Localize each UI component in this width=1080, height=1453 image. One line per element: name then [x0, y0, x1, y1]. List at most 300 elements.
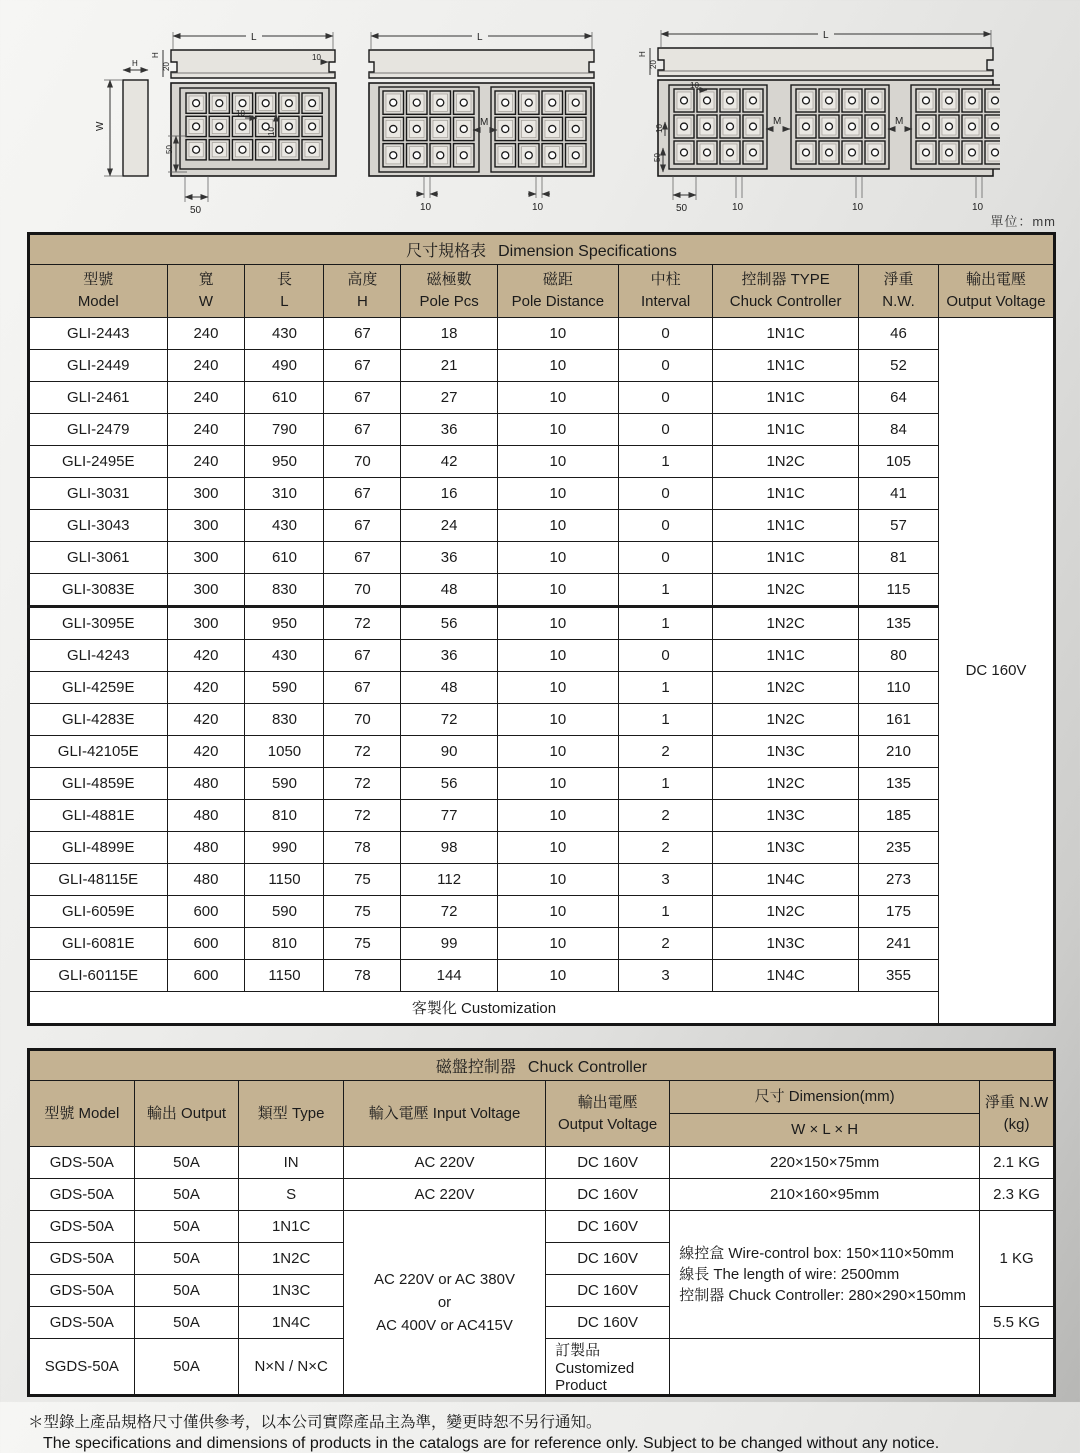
col-output-voltage: 輸出電壓 Output Voltage	[939, 265, 1055, 318]
spec-cell: 1N2C	[713, 574, 859, 607]
spec-row	[29, 960, 1055, 992]
spec-cell: 10	[497, 607, 618, 640]
spec-cell: 300	[167, 574, 245, 607]
spec-cell: 110	[858, 672, 938, 704]
table2-body	[29, 1147, 1055, 1396]
spec-cell: 1N2C	[713, 607, 859, 640]
col-pole-pcs: 磁極數 Pole Pcs	[401, 265, 497, 318]
spec-cell: 115	[858, 574, 938, 607]
spec-cell: 1	[618, 896, 712, 928]
table2-title-zh: 磁盤控制器	[435, 1059, 516, 1076]
spec-cell: 57	[858, 510, 938, 542]
spec-cell: 80	[858, 640, 938, 672]
spec-cell: 78	[324, 832, 401, 864]
spec-cell: GLI-3095E	[29, 607, 168, 640]
spec-cell: 98	[401, 832, 497, 864]
spec-cell: 67	[324, 382, 401, 414]
label-h-strip: H	[638, 51, 647, 57]
spec-cell: 240	[167, 446, 245, 478]
spec-row	[29, 318, 1055, 350]
spec-cell: 300	[167, 510, 245, 542]
spec-cell: 2	[618, 928, 712, 960]
spec-row	[29, 607, 1055, 640]
cell-type: 1N2C	[239, 1243, 344, 1275]
spec-row	[29, 574, 1055, 607]
spec-cell: 10	[497, 896, 618, 928]
spec-cell: 273	[858, 864, 938, 896]
spec-cell: 310	[245, 478, 324, 510]
spec-cell: GLI-3083E	[29, 574, 168, 607]
spec-cell: 1	[618, 768, 712, 800]
spec-row	[29, 446, 1055, 478]
label-10-left: 10	[655, 124, 664, 133]
cell-output: 50A	[134, 1339, 239, 1396]
spec-cell: 0	[618, 640, 712, 672]
cell-output: 50A	[134, 1147, 239, 1179]
label-10-bottom: 10	[852, 202, 864, 213]
spec-cell: 241	[858, 928, 938, 960]
col-output: 輸出 Output	[134, 1081, 239, 1147]
controller-row	[29, 1147, 1055, 1179]
cell-type: S	[239, 1179, 344, 1211]
col-model: 型號 Model	[29, 265, 168, 318]
spec-cell: 112	[401, 864, 497, 896]
col-dimension: 尺寸 Dimension(mm)	[670, 1081, 980, 1114]
spec-cell: 10	[497, 318, 618, 350]
spec-cell: 10	[497, 864, 618, 896]
spec-cell: 72	[324, 768, 401, 800]
spec-cell: 72	[401, 704, 497, 736]
spec-cell: 10	[497, 478, 618, 510]
label-l: L	[251, 32, 257, 43]
cell-input: AC 220V	[343, 1147, 545, 1179]
controller-row	[29, 1211, 1055, 1243]
spec-cell: 56	[401, 607, 497, 640]
cell-outv: DC 160V	[546, 1243, 670, 1275]
spec-cell: 67	[324, 414, 401, 446]
label-50-left: 50	[653, 153, 662, 162]
label-10-bottom: 10	[532, 202, 544, 213]
spec-cell: 48	[401, 574, 497, 607]
spec-cell: 0	[618, 510, 712, 542]
spec-cell: 830	[245, 704, 324, 736]
table1-title-zh: 尺寸規格表	[406, 243, 487, 260]
cell-nw: 5.5 KG	[980, 1307, 1055, 1339]
input-voltage-merged-cell: AC 220V or AC 380V or AC 400V or AC415V	[343, 1211, 545, 1396]
spec-cell: 600	[167, 896, 245, 928]
label-m: M	[773, 116, 782, 127]
spec-cell: 590	[245, 672, 324, 704]
spec-cell: 1	[618, 672, 712, 704]
col-type: 類型 Type	[239, 1081, 344, 1147]
spec-cell: 36	[401, 414, 497, 446]
col-chuck-controller: 控制器 TYPE Chuck Controller	[713, 265, 859, 318]
spec-cell: GLI-48115E	[29, 864, 168, 896]
spec-cell: 48	[401, 672, 497, 704]
spec-cell: 10	[497, 800, 618, 832]
spec-cell: 1N1C	[713, 318, 859, 350]
spec-cell: 1	[618, 574, 712, 607]
spec-cell: GLI-42105E	[29, 736, 168, 768]
label-50-bottom: 50	[190, 205, 202, 216]
customization-row	[29, 992, 1055, 1025]
label-10-pole-v: 10	[267, 127, 276, 136]
spec-row	[29, 382, 1055, 414]
col-width: 寬 W	[167, 265, 245, 318]
cell-nw: 2.1 KG	[980, 1147, 1055, 1179]
cell-outv: DC 160V	[546, 1211, 670, 1243]
spec-cell: 1	[618, 704, 712, 736]
spec-cell: 355	[858, 960, 938, 992]
spec-cell: GLI-4259E	[29, 672, 168, 704]
spec-cell: 105	[858, 446, 938, 478]
cell-outv: DC 160V	[546, 1307, 670, 1339]
label-h-side: H	[132, 59, 138, 68]
cell-model: GDS-50A	[29, 1275, 135, 1307]
spec-cell: 1N4C	[713, 960, 859, 992]
col-height: 高度 H	[324, 265, 401, 318]
cell-model: GDS-50A	[29, 1243, 135, 1275]
label-10-top: 10	[690, 81, 699, 90]
spec-cell: GLI-6059E	[29, 896, 168, 928]
cell-output: 50A	[134, 1243, 239, 1275]
spec-cell: 240	[167, 350, 245, 382]
technical-diagrams	[0, 0, 1080, 230]
cell-nw	[670, 1339, 980, 1396]
spec-cell: GLI-2443	[29, 318, 168, 350]
spec-row	[29, 832, 1055, 864]
spec-cell: GLI-4881E	[29, 800, 168, 832]
spec-cell: 52	[858, 350, 938, 382]
spec-cell: 75	[324, 864, 401, 896]
cell-dim: 210×160×95mm	[670, 1179, 980, 1211]
footer-note-en: The specifications and dimensions of products in the catalogs are for reference only. Subject to be changed without any notice.	[43, 1435, 940, 1452]
spec-cell: 10	[497, 446, 618, 478]
side-view	[123, 80, 148, 176]
spec-row	[29, 672, 1055, 704]
spec-cell: 300	[167, 478, 245, 510]
spec-cell: 64	[858, 382, 938, 414]
spec-cell: 1N3C	[713, 928, 859, 960]
cell-output: 50A	[134, 1307, 239, 1339]
spec-cell: 0	[618, 350, 712, 382]
table2-title	[29, 1050, 1055, 1081]
spec-cell: 70	[324, 446, 401, 478]
label-10-bottom: 10	[972, 202, 984, 213]
spec-cell: 36	[401, 640, 497, 672]
spec-cell: 0	[618, 542, 712, 574]
section-view	[369, 50, 594, 78]
spec-cell: 10	[497, 350, 618, 382]
spec-cell: GLI-2461	[29, 382, 168, 414]
spec-cell: 10	[497, 510, 618, 542]
spec-cell: 16	[401, 478, 497, 510]
spec-cell: 590	[245, 768, 324, 800]
spec-cell: 240	[167, 382, 245, 414]
spec-row	[29, 350, 1055, 382]
spec-cell: 790	[245, 414, 324, 446]
col-dimension-wlh: W × L × H	[670, 1114, 980, 1147]
spec-cell: 67	[324, 640, 401, 672]
spec-cell: 10	[497, 414, 618, 446]
cell-type: 1N4C	[239, 1307, 344, 1339]
section-view	[658, 48, 993, 76]
spec-cell: GLI-2449	[29, 350, 168, 382]
label-10-pole: 10	[236, 109, 245, 118]
spec-cell: 480	[167, 864, 245, 896]
col-interval: 中柱 Interval	[618, 265, 712, 318]
spec-cell: 1N1C	[713, 350, 859, 382]
spec-cell: 600	[167, 960, 245, 992]
dimension-spec-table	[27, 232, 1056, 1026]
cell-type: IN	[239, 1147, 344, 1179]
spec-row	[29, 864, 1055, 896]
spec-cell: GLI-2495E	[29, 446, 168, 478]
spec-cell: 21	[401, 350, 497, 382]
spec-cell: 72	[324, 607, 401, 640]
spec-cell: 1N3C	[713, 800, 859, 832]
cell-dim-custom: 訂製品 Customized Product	[546, 1339, 670, 1396]
table1-title-en: Dimension Specifications	[498, 243, 677, 260]
col-length: 長 L	[245, 265, 324, 318]
spec-cell: 1N2C	[713, 896, 859, 928]
spec-cell: 81	[858, 542, 938, 574]
pole-grid	[916, 89, 1000, 164]
section-view	[171, 50, 335, 78]
spec-cell: 1	[618, 607, 712, 640]
spec-cell: 1N2C	[713, 672, 859, 704]
spec-cell: 1N1C	[713, 382, 859, 414]
spec-cell: 0	[618, 414, 712, 446]
spec-row	[29, 478, 1055, 510]
spec-cell: 75	[324, 896, 401, 928]
label-50-left: 50	[165, 145, 174, 154]
spec-cell: 0	[618, 318, 712, 350]
spec-cell: 1050	[245, 736, 324, 768]
spec-cell: 1N1C	[713, 640, 859, 672]
cell-model: GDS-50A	[29, 1147, 135, 1179]
spec-cell: 1N2C	[713, 704, 859, 736]
spec-row	[29, 736, 1055, 768]
spec-cell: 1N3C	[713, 736, 859, 768]
spec-cell: 10	[497, 928, 618, 960]
spec-cell: 67	[324, 350, 401, 382]
spec-cell: 77	[401, 800, 497, 832]
spec-cell: 10	[497, 768, 618, 800]
spec-cell: 72	[324, 736, 401, 768]
spec-cell: 2	[618, 800, 712, 832]
spec-cell: 10	[497, 640, 618, 672]
spec-cell: 1N1C	[713, 414, 859, 446]
cell-model: GDS-50A	[29, 1211, 135, 1243]
spec-row	[29, 896, 1055, 928]
label-50-bottom: 50	[676, 203, 688, 214]
spec-cell: 1N2C	[713, 768, 859, 800]
spec-cell: 84	[858, 414, 938, 446]
wire-control-box-cell: 線控盒 Wire-control box: 150×110×50mm 線長 The length of wire: 2500mm 控制器 Chuck Controller: 280×290×150mm	[670, 1211, 980, 1339]
spec-cell: 490	[245, 350, 324, 382]
spec-cell: GLI-3061	[29, 542, 168, 574]
spec-cell: 990	[245, 832, 324, 864]
col-model: 型號 Model	[29, 1081, 135, 1147]
spec-cell: 480	[167, 768, 245, 800]
spec-cell: 430	[245, 318, 324, 350]
col-pole-distance: 磁距 Pole Distance	[497, 265, 618, 318]
spec-cell: 1N3C	[713, 832, 859, 864]
label-20: 20	[649, 60, 658, 69]
spec-cell: 0	[618, 382, 712, 414]
spec-cell: 75	[324, 928, 401, 960]
chuck-diagram-three-block	[638, 6, 1000, 224]
spec-cell: 430	[245, 640, 324, 672]
spec-cell: 161	[858, 704, 938, 736]
spec-cell: 56	[401, 768, 497, 800]
spec-cell: 135	[858, 768, 938, 800]
spec-cell: 10	[497, 574, 618, 607]
spec-row	[29, 414, 1055, 446]
cell-dim: 220×150×75mm	[670, 1147, 980, 1179]
spec-cell: 10	[497, 832, 618, 864]
cell-output: 50A	[134, 1211, 239, 1243]
spec-cell: 810	[245, 800, 324, 832]
spec-cell: 46	[858, 318, 938, 350]
label-h-strip: H	[151, 52, 160, 58]
spec-cell: 420	[167, 640, 245, 672]
spec-cell: 27	[401, 382, 497, 414]
spec-cell: 590	[245, 896, 324, 928]
spec-row	[29, 800, 1055, 832]
spec-cell: 3	[618, 960, 712, 992]
cell-model: GDS-50A	[29, 1179, 135, 1211]
cell-nw: 2.3 KG	[980, 1179, 1055, 1211]
spec-cell: 1N4C	[713, 864, 859, 896]
spec-cell: 10	[497, 960, 618, 992]
spec-cell: 950	[245, 446, 324, 478]
spec-cell: 144	[401, 960, 497, 992]
spec-cell: 67	[324, 672, 401, 704]
spec-cell: 830	[245, 574, 324, 607]
spec-cell: GLI-4283E	[29, 704, 168, 736]
spec-cell: 18	[401, 318, 497, 350]
spec-row	[29, 542, 1055, 574]
label-l: L	[823, 30, 829, 41]
chuck-controller-table	[27, 1048, 1056, 1397]
output-voltage-merged-cell: DC 160V	[939, 318, 1055, 1025]
spec-cell: 10	[497, 736, 618, 768]
spec-cell: GLI-60115E	[29, 960, 168, 992]
spec-cell: 67	[324, 478, 401, 510]
spec-cell: 420	[167, 704, 245, 736]
controller-row	[29, 1179, 1055, 1211]
spec-row	[29, 640, 1055, 672]
cell-type: N×N / N×C	[239, 1339, 344, 1396]
spec-cell: 67	[324, 510, 401, 542]
spec-cell: 610	[245, 382, 324, 414]
cell-model: SGDS-50A	[29, 1339, 135, 1396]
spec-cell: 36	[401, 542, 497, 574]
cell-input: AC 220V	[343, 1179, 545, 1211]
spec-cell: 810	[245, 928, 324, 960]
spec-cell: 420	[167, 736, 245, 768]
cell-type: 1N3C	[239, 1275, 344, 1307]
spec-cell: 41	[858, 478, 938, 510]
spec-cell: 10	[497, 542, 618, 574]
spec-cell: 10	[497, 382, 618, 414]
spec-cell: 300	[167, 542, 245, 574]
spec-cell: 950	[245, 607, 324, 640]
spec-cell: GLI-2479	[29, 414, 168, 446]
col-net-weight: 淨重 N.W.	[858, 265, 938, 318]
cell-outv: DC 160V	[546, 1179, 670, 1211]
cell-output: 50A	[134, 1275, 239, 1307]
spec-cell: 24	[401, 510, 497, 542]
label-20: 20	[162, 62, 171, 71]
table1-title	[29, 234, 1055, 265]
col-output-voltage: 輸出電壓 Output Voltage	[546, 1081, 670, 1147]
label-l: L	[477, 32, 483, 43]
spec-cell: 1N1C	[713, 478, 859, 510]
cell-outv: DC 160V	[546, 1147, 670, 1179]
spec-cell: 70	[324, 574, 401, 607]
spec-cell: 185	[858, 800, 938, 832]
spec-cell: 2	[618, 832, 712, 864]
spec-cell: 600	[167, 928, 245, 960]
spec-cell: 0	[618, 478, 712, 510]
spec-cell: 240	[167, 414, 245, 446]
spec-cell: 90	[401, 736, 497, 768]
table1-title-row	[29, 234, 1055, 265]
label-10-bottom: 10	[732, 202, 744, 213]
spec-cell: 72	[401, 896, 497, 928]
table2-header-row	[29, 1081, 1055, 1114]
spec-row	[29, 510, 1055, 542]
spec-cell: 3	[618, 864, 712, 896]
spec-row	[29, 704, 1055, 736]
spec-cell: GLI-4899E	[29, 832, 168, 864]
label-10-bottom: 10	[420, 202, 432, 213]
table1-header-row	[29, 265, 1055, 318]
cell-output: 50A	[134, 1179, 239, 1211]
spec-cell: 210	[858, 736, 938, 768]
label-m: M	[480, 117, 489, 128]
spec-cell: 240	[167, 318, 245, 350]
spec-cell: 420	[167, 672, 245, 704]
spec-cell: 1N1C	[713, 510, 859, 542]
table2-title-row	[29, 1050, 1055, 1081]
cell-outv: DC 160V	[546, 1275, 670, 1307]
label-10-notch: 10	[312, 53, 321, 62]
spec-cell: 42	[401, 446, 497, 478]
spec-cell: GLI-6081E	[29, 928, 168, 960]
spec-cell: 175	[858, 896, 938, 928]
spec-cell: 300	[167, 607, 245, 640]
footer-note	[28, 1410, 1080, 1453]
customization-cell: 客製化 Customization	[29, 992, 939, 1025]
cell-type: 1N1C	[239, 1211, 344, 1243]
col-input-voltage: 輸入電壓 Input Voltage	[343, 1081, 545, 1147]
table1-body	[29, 318, 1055, 1025]
label-m: M	[895, 116, 904, 127]
spec-cell: 67	[324, 318, 401, 350]
spec-cell: 610	[245, 542, 324, 574]
spec-cell: 480	[167, 832, 245, 864]
spec-row	[29, 768, 1055, 800]
spec-cell: 430	[245, 510, 324, 542]
spec-cell: 10	[497, 704, 618, 736]
col-net-weight: 淨重 N.W (kg)	[980, 1081, 1055, 1147]
weight-group-cell: 1 KG	[980, 1211, 1055, 1307]
spec-cell: GLI-3043	[29, 510, 168, 542]
